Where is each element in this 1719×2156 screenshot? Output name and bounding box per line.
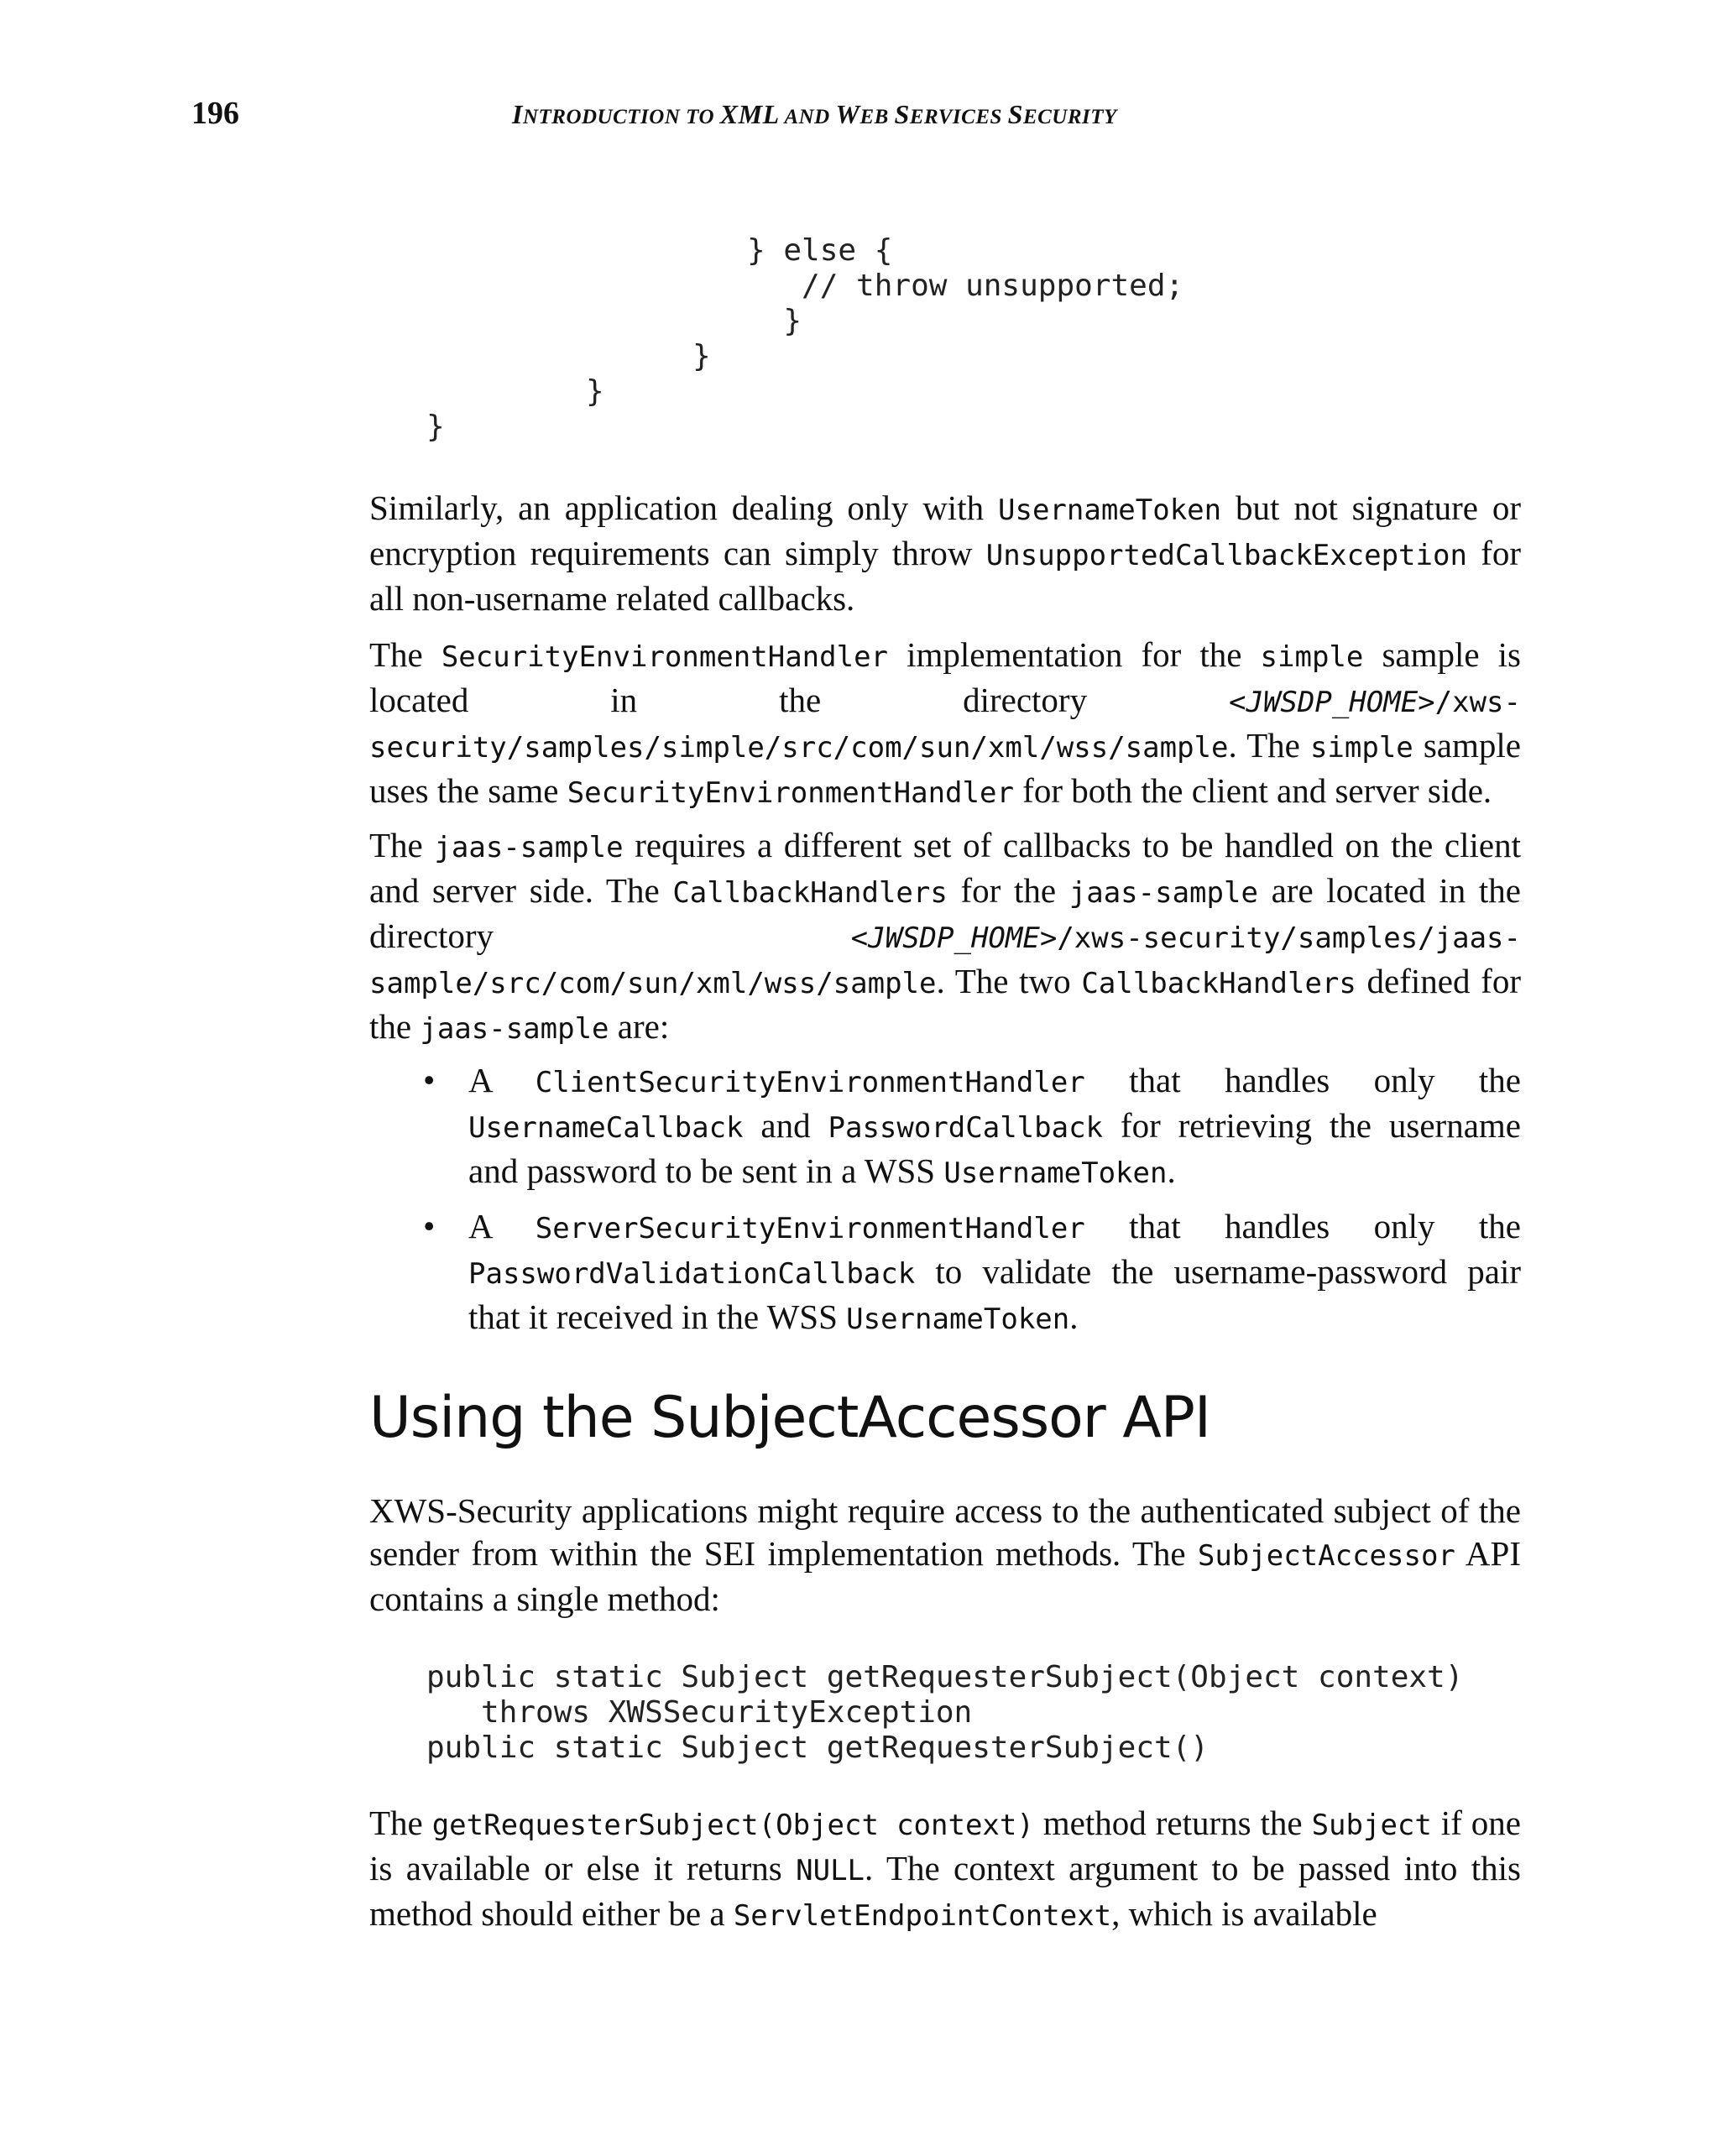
code-line: } — [747, 304, 802, 338]
list-item: • A ClientSecurityEnvironmentHandler that handles only the UsernameCallback and PasswordCallback for retrieving the username and password to be sent in a WSS UsernameToken. — [423, 1061, 1521, 1190]
paragraph-5: The getRequesterSubject(Object context) method returns the Subject if one is available or else it returns NULL. The context argument to be passed into this method should either be a ServletEndpointContext, which is available — [369, 1804, 1521, 1933]
code-line: } — [692, 339, 711, 373]
page-number: 196 — [191, 96, 239, 131]
paragraph-1: Similarly, an application dealing only with UsernameToken but not signature or encryption requirements can simply throw UnsupportedCallbackException for all non-username related callbacks. — [369, 488, 1521, 618]
paragraph-4: XWS-Security applications might require access to the authenticated subject of the sender from within the SEI implementation methods. The SubjectAccessor API contains a single method: — [369, 1491, 1521, 1618]
code-line: throws XWSSecurityException — [426, 1695, 973, 1730]
list-item: • A ServerSecurityEnvironmentHandler that handles only the PasswordValidationCallback to validate the username-password pair that it received in the WSS UsernameToken. — [423, 1207, 1521, 1336]
code-line: public static Subject getRequesterSubject(Object context) — [426, 1660, 1464, 1694]
code-line: public static Subject getRequesterSubject() — [426, 1731, 1209, 1765]
bullet-list — [420, 1059, 1521, 1351]
section-heading: Using the SubjectAccessor API — [369, 1385, 1210, 1451]
paragraph-3: The jaas-sample requires a different set of callbacks to be handled on the client and server side. The CallbackHandlers for the jaas-sample are located in the directory <JWSDP_HOME>/xws-security/samples/jaas-sample/src/com/sun/xml/wss/sample. The two CallbackHandlers defined for the jaas-sample are: — [369, 826, 1522, 1046]
code-line: // throw unsupported; — [747, 269, 1184, 303]
code-line: } — [426, 410, 445, 444]
running-header: INTRODUCTION TO XML AND WEB SERVICES SECURITY — [512, 99, 1117, 129]
code-line: } else { — [747, 233, 893, 268]
code-line: } — [586, 374, 604, 409]
paragraph-2: The SecurityEnvironmentHandler implementation for the simple sample is located in the directory <JWSDP_HOME>/xws-security/samples/simple/src/com/sun/xml/wss/sample. The simple sample uses the same SecurityEnvironmentHandler for both the client and server side. — [369, 635, 1521, 810]
